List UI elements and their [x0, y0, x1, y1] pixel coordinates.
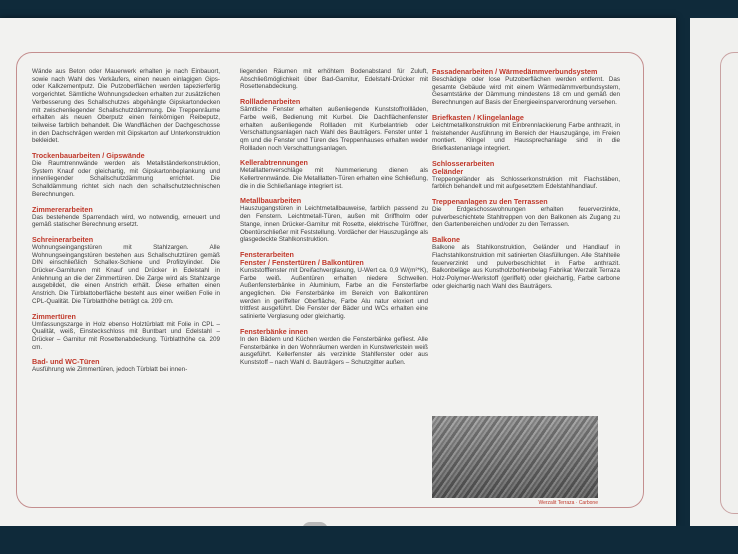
next-page-edge	[690, 18, 738, 526]
section-heading: Fensterarbeiten	[240, 249, 294, 259]
section-heading: Fensterbänke innen	[240, 326, 308, 336]
paragraph: Hauszugangstüren in Leichtmetallbauweise, farblich passend zu den Fenstern. Leichtmetall-Türen, außen mit Griffholm oder Stange, innen Drücker-Garnitur mit Rosette, elektrische Türöffner, Obentürschließer mit Feststellung. Vordächer der Hauszugänge als glasgedeckte Stahlkonstruktion.	[240, 205, 428, 244]
section-heading: Fassadenarbeiten / Wärmedämmverbundsystem	[432, 67, 598, 76]
paragraph: liegenden Räumen mit erhöhtem Bodenabstand für Zuluft, Abschließmöglichkeit über Bad-Garnitur, Edelstahl-Drücker mit Rosettenabdeckung.	[240, 68, 428, 91]
document-page	[0, 18, 676, 526]
paragraph: Beschädigte oder lose Putzoberflächen werden entfernt. Das gesamte Gebäude wird mit einem Wärmedämmverbundsystem, Gesamtstärke der Dämmung mindestens 18 cm und gemäß den Berechnungen auf Basis der Energieeinsparverordnung versehen.	[432, 76, 620, 107]
section-subheading: Geländer	[432, 166, 464, 176]
paragraph: Wohnungseingangstüren mit Stahlzargen. Alle Wohnungseingangstüren bestehen aus Schallschutztüren gemäß DIN einschließlich Schallex-Schiene und Profilzylinder. Die Drücker-Garnituren mit Knauf und Drücker in Edelstahl in Anlehnung an die der Zimmertüren. Die Zarge wird als Stahlzarge ausgebildet, die einen Anstrich erhält. Diese erhalten einen Anstrich. Die Türblattoberfläche besteht aus einer weißen Folie in CPL-Qualität. Die Türblatthöhe beträgt ca. 209 cm.	[32, 243, 220, 305]
section-heading: Schreinerarbeiten	[32, 234, 94, 244]
paragraph: Das bestehende Sparrendach wird, wo notwendig, erneuert und gemäß statischer Berechnung ersetzt.	[32, 213, 220, 229]
paragraph: Leichtmetallkonstruktion mit Einbrennlackierung Farbe anthrazit, in freistehender Ausführung im Bereich der Hauszugänge, im Freien montiert. Klingel und Haussprechanlage sind in die Briefkastenanlage integriert.	[432, 121, 620, 152]
paragraph: Die Raumtrennwände werden als Metallständerkonstruktion, System Knauf oder gleichartig, mit Gipskartonbeplankung und innenliegender Schallschutzdämmung errichtet. Die Schalldämmung richtet sich nach den schallschutztechnischen Berechnungen.	[32, 160, 220, 198]
section-heading: Schlosserarbeiten	[432, 158, 495, 168]
section-heading: Balkone	[432, 235, 460, 245]
section-heading: Kellerabtrennungen	[240, 158, 308, 168]
text-column-1	[32, 68, 220, 374]
section-heading: Zimmererarbeiten	[32, 204, 93, 214]
section-subheading: Fenster / Fenstertüren / Balkontüren	[240, 257, 364, 267]
paragraph: Umfassungszarge in Holz ebenso Holztürblatt mit Folie in CPL – Qualität, weiß, Einsteckschloss mit Buntbart und Edelstahl – Drücker – Garnitur mit Rosettenabdeckung. Türblatthöhe ca. 209 cm.	[32, 320, 220, 351]
text-column-3	[432, 68, 620, 290]
paragraph: Sämtliche Fenster erhalten außenliegende Kunststoffrollläden, Farbe weiß, Bedienung mit Kurbel. Die Dachflächenfenster erhalten außenliegende Rollladen mit Kurbelantrieb oder Verschattungsanlagen nach Wahl des Bauträgers. Fenster unter 1 qm und die Fenster und Türen des Treppenhauses erhalten weder Rollladen noch Verschattungsanlagen.	[240, 106, 428, 152]
viewer-background	[0, 526, 738, 554]
section-heading: Treppenanlagen zu den Terrassen	[432, 197, 548, 207]
paragraph: Die Erdgeschosswohnungen erhalten feuerverzinkte, pulverbeschichtete Stahltreppen von den Balkonen als Zugang zu den Gartenbereichen und/oder zu den Terrassen.	[432, 206, 620, 229]
paragraph: In den Bädern und Küchen werden die Fensterbänke gefliest. Alle Fensterbänke in den Wohnräumen werden in Kunstwerkstein weiß ausgeführt. Kellerfenster als verzinkte Stahlfenster oder aus Kunststoff – nach Wahl d. Bauträgers – Schutzgitter außen.	[240, 335, 428, 366]
paragraph: Balkone als Stahlkonstruktion, Geländer und Handlauf in Flachstahlkonstruktion mit satinierten Glasfüllungen. Alle Stahlteile feuerverzinkt und pulverbeschichtet in Farbe anthrazit. Balkonbeläge aus Kunstholzbohlenbelag Fabrikat Werzalit Terraza Holz-Polymer-Werkstoff (geriffelt) oder gleichartig, Farbe carbone oder gleichartig nach Wahl des Bauträgers.	[432, 244, 620, 290]
paragraph: Wände aus Beton oder Mauerwerk erhalten je nach Einbauort, sowie nach Wahl des Verkäufers, einen neuen einlagigen Gips- oder Kalkzementputz. Die Putzoberflächen werden tapezierfertig vorgerichtet. Sämtliche Wohnungsdecken erhalten zur zusätzlichen Verbesserung des Schallschutzes abgehängte Gipskartondecken mit zwischenliegender Schallschutzdämmung. Die Treppenräume erhalten als neuen Oberputz einen feinkörnigen Reibeputz, teilweise farblich behandelt. Die Wandflächen der Dachgeschosse in den Dachschrägen werden mit Gipskarton auf Unterkonstruktion bekleidet.	[32, 68, 220, 145]
section-heading: Trockenbauarbeiten / Gipswände	[32, 151, 145, 161]
section-heading: Zimmertüren	[32, 311, 76, 321]
paragraph: Kunststofffenster mit Dreifachverglasung, U-Wert ca. 0,9 W/(m²*K), Farbe weiß. Außentüren erhalten niedere Schwellen. Außenfensterbänke in Aluminium, Farbe an die Fensterfarbe angeglichen. Die Fensterbänke im Bereich von Balkontüren werden in geriffelter Oberfläche, Farbe Alu natur eloxiert und trittfest ausgeführt. Die Fenster der Bäder und WCs erhalten eine satinierte Verglasung oder gleichartig.	[240, 266, 428, 321]
text-column-2	[240, 68, 428, 367]
paragraph: Metalllattenverschläge mit Nummerierung dienen als Kellertrennwände. Die Metalllatten-Türen erhalten eine Schließung, die in die Schließanlage integriert ist.	[240, 167, 428, 190]
paragraph: Ausführung wie Zimmertüren, jedoch Türblatt bei innen-	[32, 366, 188, 374]
photo-caption: Werzalit Terraza · Carbone	[538, 500, 598, 506]
paragraph: Treppengeländer als Schlosserkonstruktion mit Flachstäben, farblich behandelt und mit aufgesetztem Edelstahlhandlauf.	[432, 175, 620, 191]
decking-photo	[432, 416, 598, 498]
section-heading: Briefkasten / Klingelanlage	[432, 112, 524, 122]
next-page-frame	[720, 52, 738, 514]
section-heading: Bad- und WC-Türen	[32, 357, 100, 367]
section-heading: Metallbauarbeiten	[240, 196, 302, 206]
section-heading: Rollladenarbeiten	[240, 97, 301, 107]
